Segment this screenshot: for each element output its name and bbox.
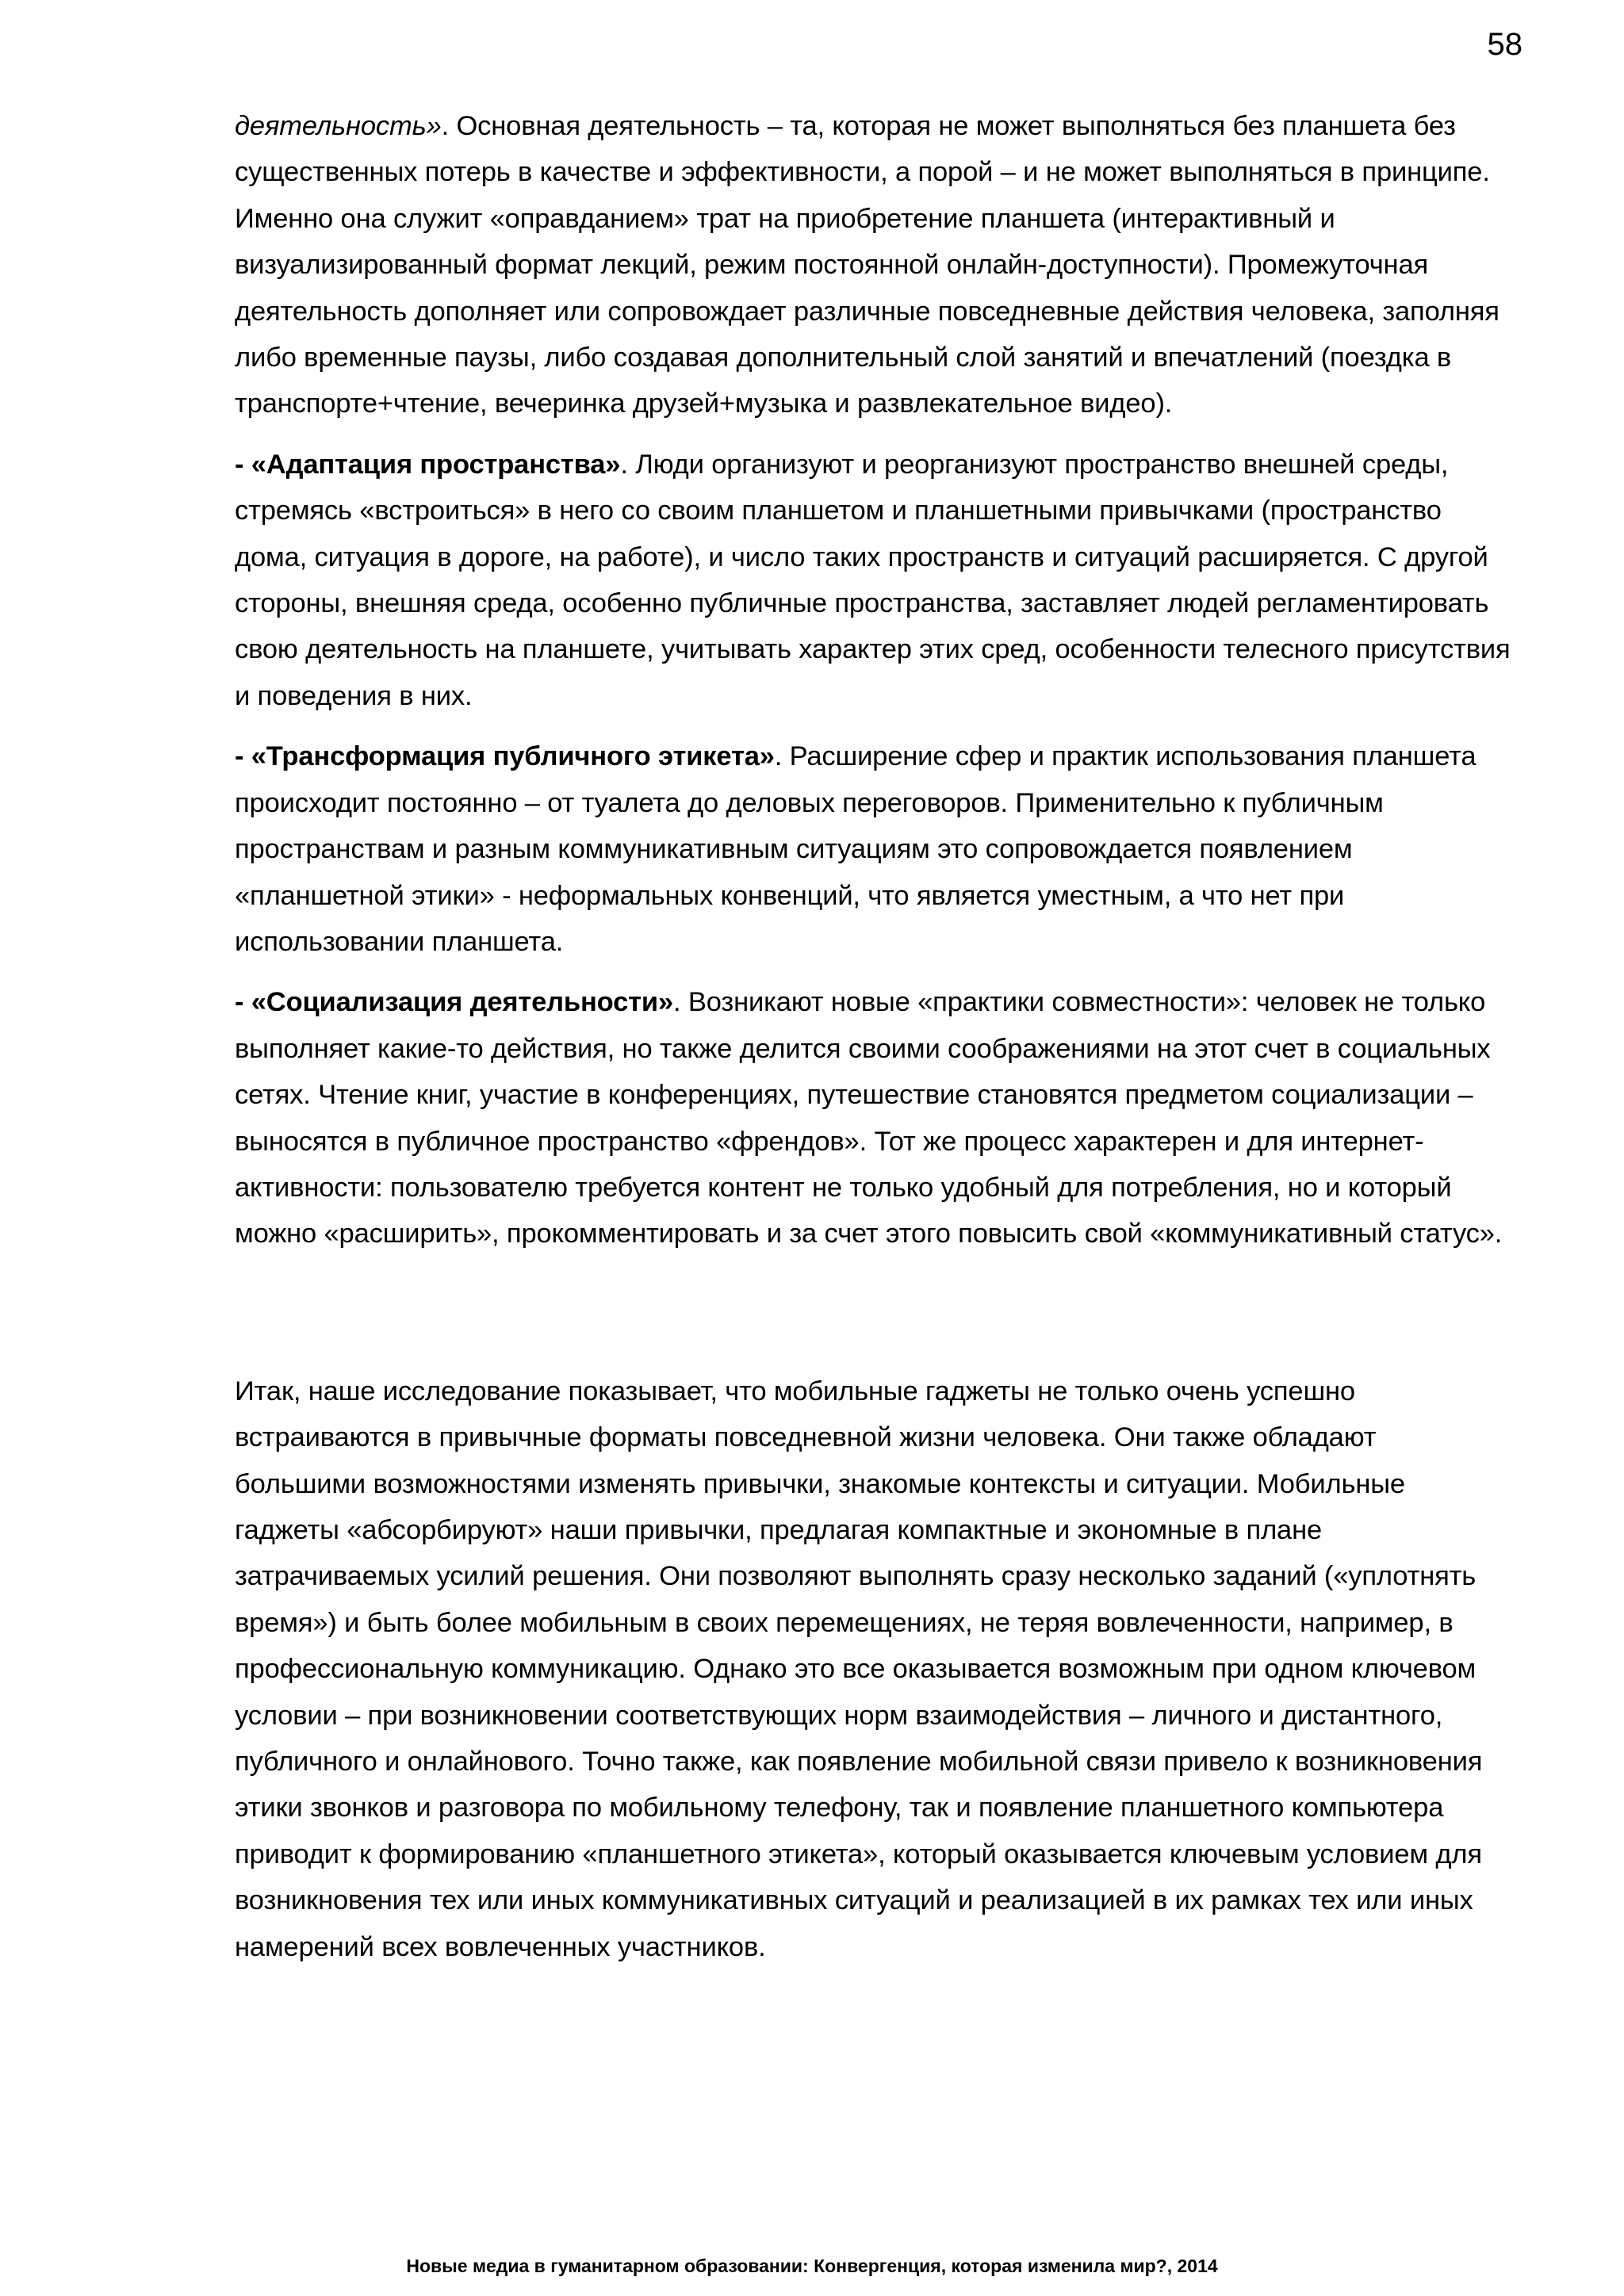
bold-lead: - «Социализация деятельности» — [235, 987, 674, 1018]
italic-lead: деятельность» — [235, 111, 442, 141]
paragraph-text: Итак, наше исследование показывает, что мобильные гаджеты не только очень успешно встраиваются в привычные форматы повседневной жизни человека. Они также обладают большими возможностями изменять привычки, знакомые контексты и ситуации. Мобильные гаджеты «абсорбируют» наши привычки, предлагая компактные и экономные в плане затрачиваемых усилий решения. Они позволяют выполнять сразу несколько заданий («уплотнять время») и быть более мобильным в своих перемещениях, не теряя вовлеченности, например, в профессиональную коммуникацию. Однако это все оказывается возможным при одном ключевом условии – при возникновении соответствующих норм взаимодействия – личного и дистантного, публичного и онлайнового. Точно также, как появление мобильной связи привело к возникновения этики звонков и разговора по мобильному телефону, так и появление планшетного компьютера приводит к формированию «планшетного этикета», который оказывается ключевым условием для возникновения тех или иных коммуникативных ситуаций и реализацией в их рамках тех или иных намерений всех вовлеченных участников. — [235, 1376, 1483, 1962]
bold-lead: - «Адаптация пространства» — [235, 449, 621, 480]
running-footer: Новые медиа в гуманитарном образовании: Конвергенция, которая изменила мир?, 2014 — [406, 2256, 1218, 2276]
paragraph-text: . Люди организуют и реорганизуют пространство внешней среды, стремясь «встроиться» в него со своим планшетом и планшетными привычками (пространство дома, ситуация в дороге, на работе), и число таких пространств и ситуаций расширяется. С другой стороны, внешняя среда, особенно публичные пространства, заставляет людей регламентировать свою деятельность на планшете, учитывать характер этих сред, особенности телесного присутствия и поведения в них. — [235, 449, 1511, 711]
paragraph-text: . Расширение сфер и практик использования планшета происходит постоянно – от туалета до деловых переговоров. Применительно к публичным пространствам и разным коммуникативным ситуациям это сопровождается появлением «планшетной этики» - неформальных конвенций, что является уместным, а что нет при использовании планшета. — [235, 741, 1477, 957]
paragraph-activity — [235, 103, 1513, 427]
paragraph-etiquette-transformation — [235, 733, 1513, 965]
paragraph-socialization — [235, 979, 1513, 1257]
bold-lead: - «Трансформация публичного этикета» — [235, 741, 775, 772]
paragraph-conclusion — [235, 1368, 1513, 1970]
paragraph-text: . Основная деятельность – та, которая не может выполняться без планшета без существенных потерь в качестве и эффективности, а порой – и не может выполняться в принципе. Именно она служит «оправданием» трат на приобретение планшета (интерактивный и визуализированный формат лекций, режим постоянной онлайн-доступности). Промежуточная деятельность дополняет или сопровождает различные повседневные действия человека, заполняя либо временные паузы, либо создавая дополнительный слой занятий и впечатлений (поездка в транспорте+чтение, вечеринка друзей+музыка и развлекательное видео). — [235, 111, 1500, 419]
body-text — [235, 103, 1513, 1984]
page-number: 58 — [1487, 27, 1522, 62]
paragraph-text: . Возникают новые «практики совместности»: человек не только выполняет какие-то действия, но также делится своими соображениями на этот счет в социальных сетях. Чтение книг, участие в конференциях, путешествие становятся предметом социализации – выносятся в публичное пространство «френдов». Тот же процесс характерен и для интернет-активности: пользователю требуется контент не только удобный для потребления, но и который можно «расширить», прокомментировать и за счет этого повысить свой «коммуникативный статус». — [235, 987, 1503, 1249]
paragraph-space-adaptation — [235, 442, 1513, 719]
